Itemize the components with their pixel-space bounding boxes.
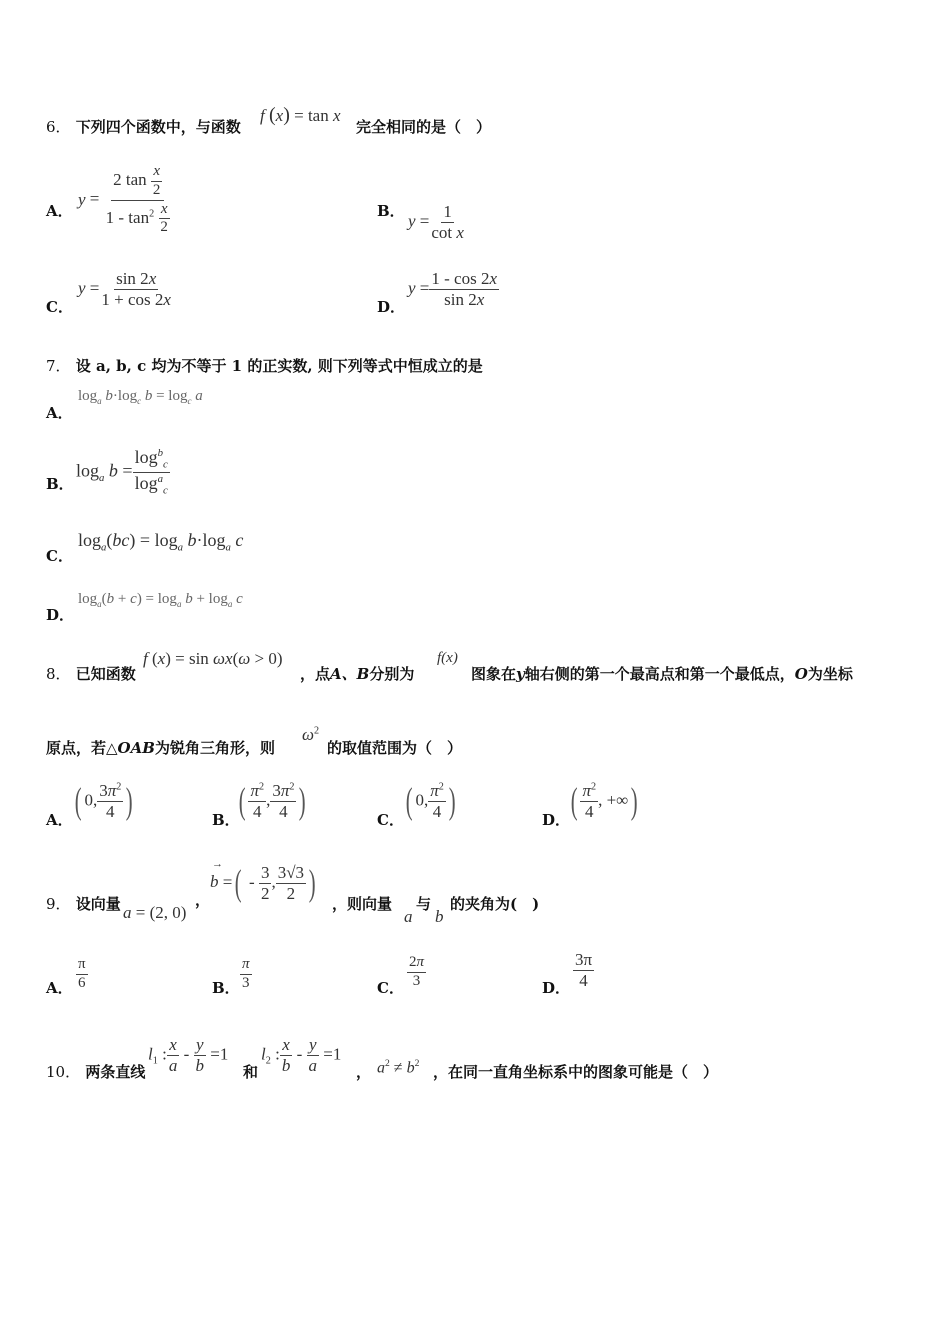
q8-stem-line1-end bbox=[471, 663, 853, 684]
q9-stem-a: 设向量 bbox=[75, 895, 121, 913]
q8-option-a-label: A． bbox=[46, 811, 73, 829]
q6-option-c-label: C． bbox=[46, 298, 73, 316]
q9-stem-rest bbox=[332, 893, 392, 914]
q6-option-d-label: D． bbox=[377, 298, 406, 316]
q9-stem-end: 的夹角为( ) bbox=[450, 895, 540, 913]
q8-option-d-label: D． bbox=[542, 811, 571, 829]
q10-stem-a: 两条直线 bbox=[85, 1063, 146, 1081]
q8-stem-d: 图象在 bbox=[471, 665, 517, 683]
q7-number: 7． bbox=[46, 357, 71, 375]
q8-stem-line1 bbox=[46, 663, 136, 684]
q6-option-a-formula: y = 2 tan $\frac{x}{2}$ $1 - \tan^2$ $\frac{x}{2}$ bbox=[78, 163, 168, 236]
q9-option-a-label: A． bbox=[46, 979, 73, 997]
q9-option-b-label: B． bbox=[212, 979, 240, 997]
q8-stem-b: ，点 bbox=[300, 665, 331, 683]
q8-omega-squared: $\omega^2$ bbox=[302, 725, 320, 744]
q8-y: y bbox=[516, 665, 525, 683]
q7-option-a-formula: $\log_a b\cdot\log_c$ $b = \log_c a$ bbox=[78, 388, 203, 406]
q9-a: a bbox=[404, 907, 413, 926]
q10-and: 和 bbox=[243, 1063, 259, 1081]
q8-option-a-formula: ( 0, $\frac{3\pi^2}{4}$ ) bbox=[74, 780, 133, 822]
q10-line-l1: $l_1$ : $\frac{x}{a}$ - $\frac{y}{b}$ =1 bbox=[148, 1035, 229, 1075]
q8-option-c-formula: ( 0, $\frac{\pi^2}{4}$ ) bbox=[405, 780, 456, 822]
q6-option-b-formula: y = $\frac{1}{\text{cot x}}$ bbox=[408, 202, 464, 242]
q8-line2-a: 原点，若△ bbox=[46, 739, 118, 757]
q9-vector-a: a = (2, 0) bbox=[123, 903, 187, 922]
q9-option-d-formula: $\frac{3\pi}{4}$ bbox=[575, 950, 593, 990]
q6-func-formula: f (x) = tan x bbox=[260, 104, 341, 126]
q8-oab: OAB bbox=[117, 739, 155, 757]
q9-vector-b: → b =( - $\frac{3}{2}$ , $\frac{3√3}{2}$ ) bbox=[210, 858, 316, 904]
q7-option-d-formula: $\log_a(b + c) = \log_a b + \log_a c$ bbox=[78, 591, 243, 609]
q8-stem-e: 轴右侧的第一个最高点和第一个最低点， bbox=[524, 665, 795, 683]
q9-option-c-label: C． bbox=[377, 979, 404, 997]
q9-stem-b: ，则向量 bbox=[332, 895, 393, 913]
q8-stem-a: 已知函数 bbox=[75, 665, 136, 683]
q8-o: O bbox=[794, 665, 808, 683]
q9-option-a-formula: $\frac{\pi}{6}$ bbox=[78, 956, 86, 991]
q8-number: 8． bbox=[46, 665, 71, 683]
q8-option-d-formula: ( $\frac{\pi^2}{4}$ , +∞) bbox=[570, 780, 638, 822]
q9-stem bbox=[46, 893, 121, 914]
q6-stem-b: 完全相同的是（ ） bbox=[356, 118, 492, 136]
q6-stem-a: 下列四个函数中，与函数 bbox=[75, 118, 241, 136]
q8-stem-line2-end bbox=[327, 737, 462, 758]
q8-line2-b: 为锐角三角形，则 bbox=[154, 739, 275, 757]
q7-option-c-formula: $\log_a(bc) = \log_a b\cdot\log_a$ c bbox=[78, 530, 244, 554]
q9-number: 9． bbox=[46, 895, 71, 913]
q8-points: A、B bbox=[330, 665, 370, 683]
q8-fx bbox=[437, 650, 458, 667]
q8-func-formula: f (x) = sin ωx(ω > 0) bbox=[143, 649, 283, 668]
q10-stem bbox=[46, 1061, 145, 1082]
q7-option-b-formula: $\log_a b$ = $\frac{\log^b_c}{\log^a_c}$ bbox=[76, 447, 168, 497]
q10-number: 10． bbox=[46, 1063, 81, 1081]
q7-stem bbox=[46, 355, 483, 376]
q8-stem-f: 为坐标 bbox=[807, 665, 853, 683]
q7-option-d-label: D． bbox=[46, 606, 75, 624]
q6-number: 6． bbox=[46, 118, 71, 136]
q6-stem bbox=[46, 116, 241, 137]
q9-with: 与 bbox=[416, 895, 432, 913]
q6-option-d-formula: y = $\frac{1 - \cos 2x}{\sin 2x}$ bbox=[408, 269, 498, 309]
q8-stem-line1-rest bbox=[300, 663, 414, 684]
q7-option-c-label: C． bbox=[46, 547, 73, 565]
q7-option-b-label: B． bbox=[46, 475, 74, 493]
q8-option-b-formula: ( $\frac{\pi^2}{4}$ , $\frac{3\pi^2}{4}$ ) bbox=[238, 780, 307, 822]
q10-stem-end: ，在同一直角坐标系中的图象可能是（ ） bbox=[433, 1063, 719, 1081]
q6-stem-end bbox=[356, 116, 491, 137]
q8-stem-line2 bbox=[46, 737, 275, 758]
q9-b: b bbox=[435, 907, 444, 926]
q9-option-b-formula: $\frac{\pi}{3}$ bbox=[242, 956, 250, 991]
q10-comma: ， bbox=[356, 1063, 372, 1081]
q6-option-b-label: B． bbox=[377, 202, 405, 220]
q7-option-a-label: A． bbox=[46, 404, 73, 422]
q8-stem-c: 分别为 bbox=[369, 665, 415, 683]
q7-stem-text: 设 a, b, c 均为不等于 1 的正实数, 则下列等式中恒成立的是 bbox=[75, 357, 483, 375]
q9-option-d-label: D． bbox=[542, 979, 571, 997]
q8-line2-c: 的取值范围为（ ） bbox=[327, 739, 463, 757]
q8-fx-text: f(x) bbox=[437, 650, 458, 666]
q10-line-l2: $l_2$ : $\frac{x}{b}$ - $\frac{y}{a}$ =1 bbox=[261, 1035, 342, 1075]
q9-option-c-formula: $\frac{2\pi}{3}$ bbox=[409, 954, 425, 989]
q9-comma: ， bbox=[195, 891, 211, 909]
q10-condition: $a^2 \ne b^2$ bbox=[377, 1058, 420, 1077]
q6-option-c-formula: y = $\frac{\sin 2x}{1 + \cos 2x}$ bbox=[78, 269, 171, 309]
q8-option-b-label: B． bbox=[212, 811, 240, 829]
q6-option-a-label: A． bbox=[46, 202, 73, 220]
q8-option-c-label: C． bbox=[377, 811, 404, 829]
